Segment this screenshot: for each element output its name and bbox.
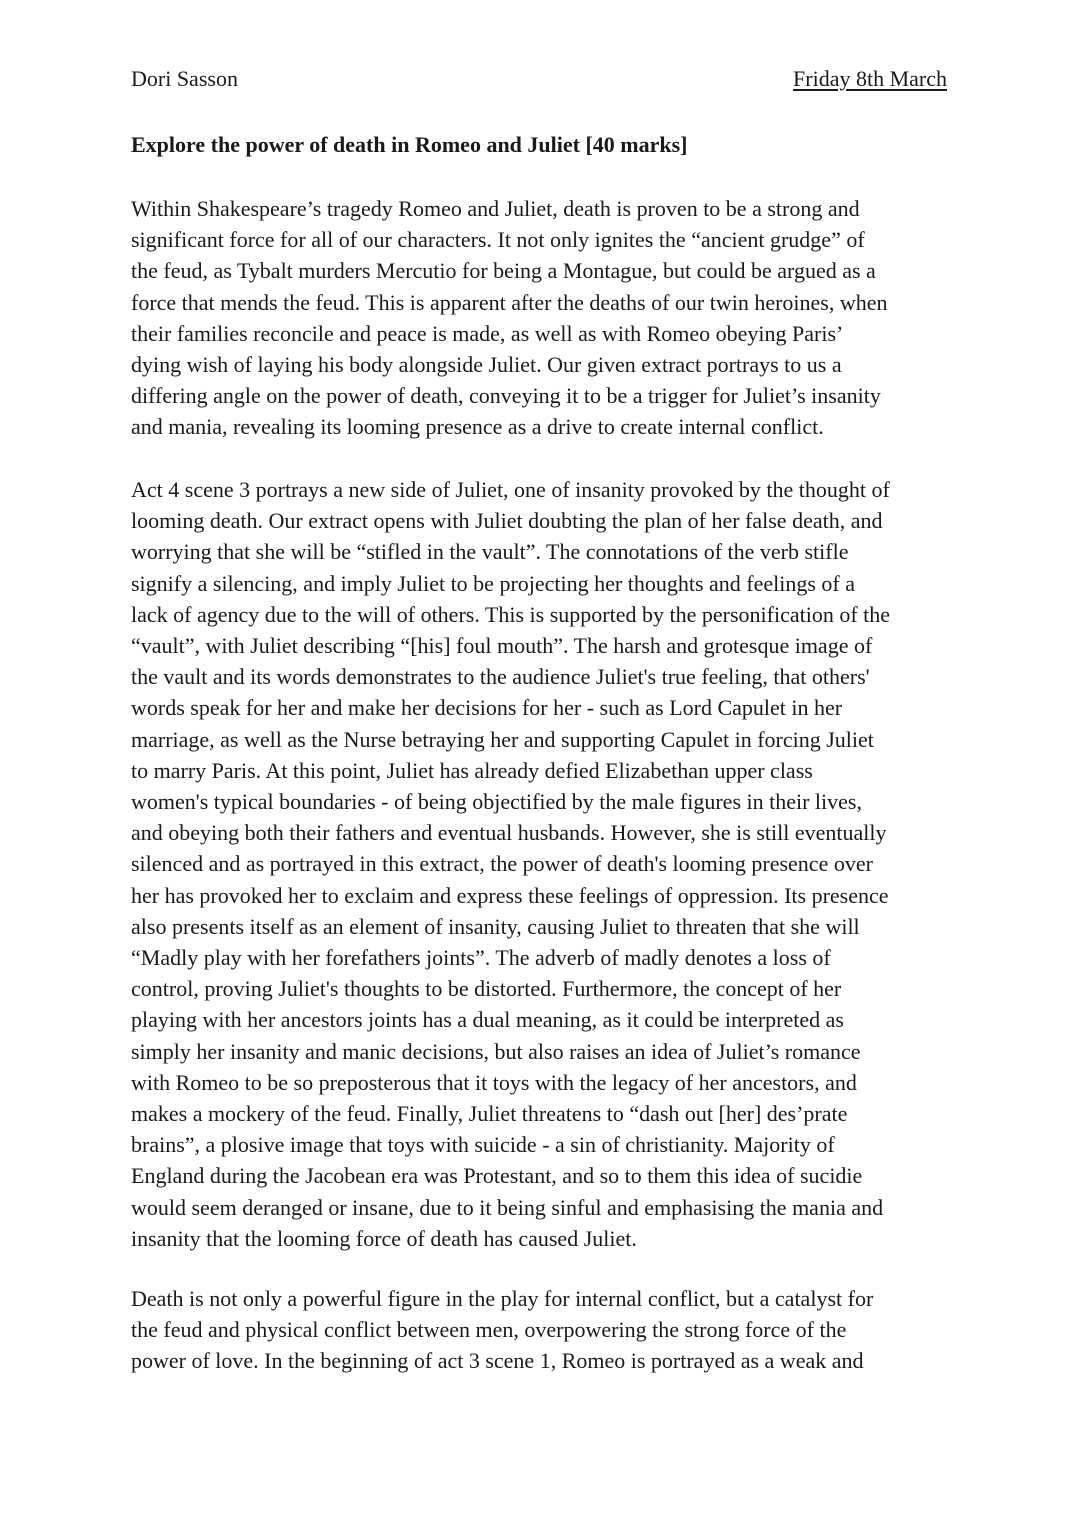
text-line: lack of agency due to the will of others. This is supported by the personification of the bbox=[131, 601, 891, 627]
document-date: Friday 8th March bbox=[793, 66, 947, 91]
text-line: the feud and physical conflict between men, overpowering the strong force of the bbox=[131, 1317, 847, 1343]
paragraph bbox=[131, 474, 961, 1254]
text-line: marriage, as well as the Nurse betraying her and supporting Capulet in forcing Juliet bbox=[131, 726, 874, 752]
text-line: Act 4 scene 3 portrays a new side of Juliet, one of insanity provoked by the thought of bbox=[131, 477, 890, 502]
text-line: the feud, as Tybalt murders Mercutio for being a Montague, but could be argued as a bbox=[131, 258, 876, 284]
paragraph bbox=[131, 1283, 961, 1377]
text-line: brains”, a plosive image that toys with suicide - a sin of christianity. Majority of bbox=[131, 1132, 835, 1158]
text-line: “Madly play with her forefathers joints”. The adverb of madly denotes a loss of bbox=[131, 945, 831, 971]
text-line: force that mends the feud. This is apparent after the deaths of our twin heroines, when bbox=[131, 289, 888, 315]
text-line: “vault”, with Juliet describing “[his] foul mouth”. The harsh and grotesque image of bbox=[131, 633, 873, 659]
text-line: control, proving Juliet's thoughts to be distorted. Furthermore, the concept of her bbox=[131, 976, 842, 1002]
text-line: power of love. In the beginning of act 3 scene 1, Romeo is portrayed as a weak and bbox=[131, 1348, 864, 1374]
text-line: significant force for all of our characters. It not only ignites the “ancient grudge” of bbox=[131, 227, 865, 253]
text-line: dying wish of laying his body alongside Juliet. Our given extract portrays to us a bbox=[131, 352, 842, 378]
essay-title: Explore the power of death in Romeo and Juliet [40 marks] bbox=[131, 132, 688, 157]
text-line: words speak for her and make her decisions for her - such as Lord Capulet in her bbox=[131, 695, 843, 721]
text-line: simply her insanity and manic decisions, but also raises an idea of Juliet’s romance bbox=[131, 1038, 861, 1064]
text-line: to marry Paris. At this point, Juliet has already defied Elizabethan upper class bbox=[131, 757, 813, 783]
text-line: insanity that the looming force of death has caused Juliet. bbox=[131, 1225, 637, 1251]
text-line: playing with her ancestors joints has a dual meaning, as it could be interpreted as bbox=[131, 1007, 844, 1033]
text-line: differing angle on the power of death, conveying it to be a trigger for Juliet’s insanity bbox=[131, 383, 881, 409]
text-line: silenced and as portrayed in this extract, the power of death's looming presence over bbox=[131, 851, 873, 877]
text-line: would seem deranged or insane, due to it being sinful and emphasising the mania and bbox=[131, 1194, 884, 1220]
text-line: signify a silencing, and imply Juliet to be projecting her thoughts and feelings of a bbox=[131, 570, 856, 596]
text-line: women's typical boundaries - of being objectified by the male figures in their lives, bbox=[131, 789, 862, 815]
text-line: her has provoked her to exclaim and express these feelings of oppression. Its presence bbox=[131, 882, 889, 908]
text-line: and mania, revealing its looming presence as a drive to create internal conflict. bbox=[131, 414, 824, 440]
text-line: their families reconcile and peace is made, as well as with Romeo obeying Paris’ bbox=[131, 320, 844, 346]
text-line: makes a mockery of the feud. Finally, Juliet threatens to “dash out [her] des’prate bbox=[131, 1101, 848, 1127]
text-line: with Romeo to be so preposterous that it toys with the legacy of her ancestors, and bbox=[131, 1069, 857, 1095]
text-line: worrying that she will be “stifled in the vault”. The connotations of the verb stifle bbox=[131, 539, 849, 565]
author-name: Dori Sasson bbox=[131, 66, 238, 91]
text-line: England during the Jacobean era was Protestant, and so to them this idea of sucidie bbox=[131, 1163, 863, 1189]
text-line: Within Shakespeare’s tragedy Romeo and Juliet, death is proven to be a strong and bbox=[131, 196, 860, 221]
paragraph bbox=[131, 193, 961, 443]
text-line: looming death. Our extract opens with Juliet doubting the plan of her false death, and bbox=[131, 508, 883, 534]
text-line: and obeying both their fathers and eventual husbands. However, she is still eventually bbox=[131, 820, 887, 846]
text-line: also presents itself as an element of insanity, causing Juliet to threaten that she will bbox=[131, 913, 860, 939]
text-line: the vault and its words demonstrates to the audience Juliet's true feeling, that others' bbox=[131, 664, 870, 690]
text-line: Death is not only a powerful figure in the play for internal conflict, but a catalyst for bbox=[131, 1286, 874, 1311]
